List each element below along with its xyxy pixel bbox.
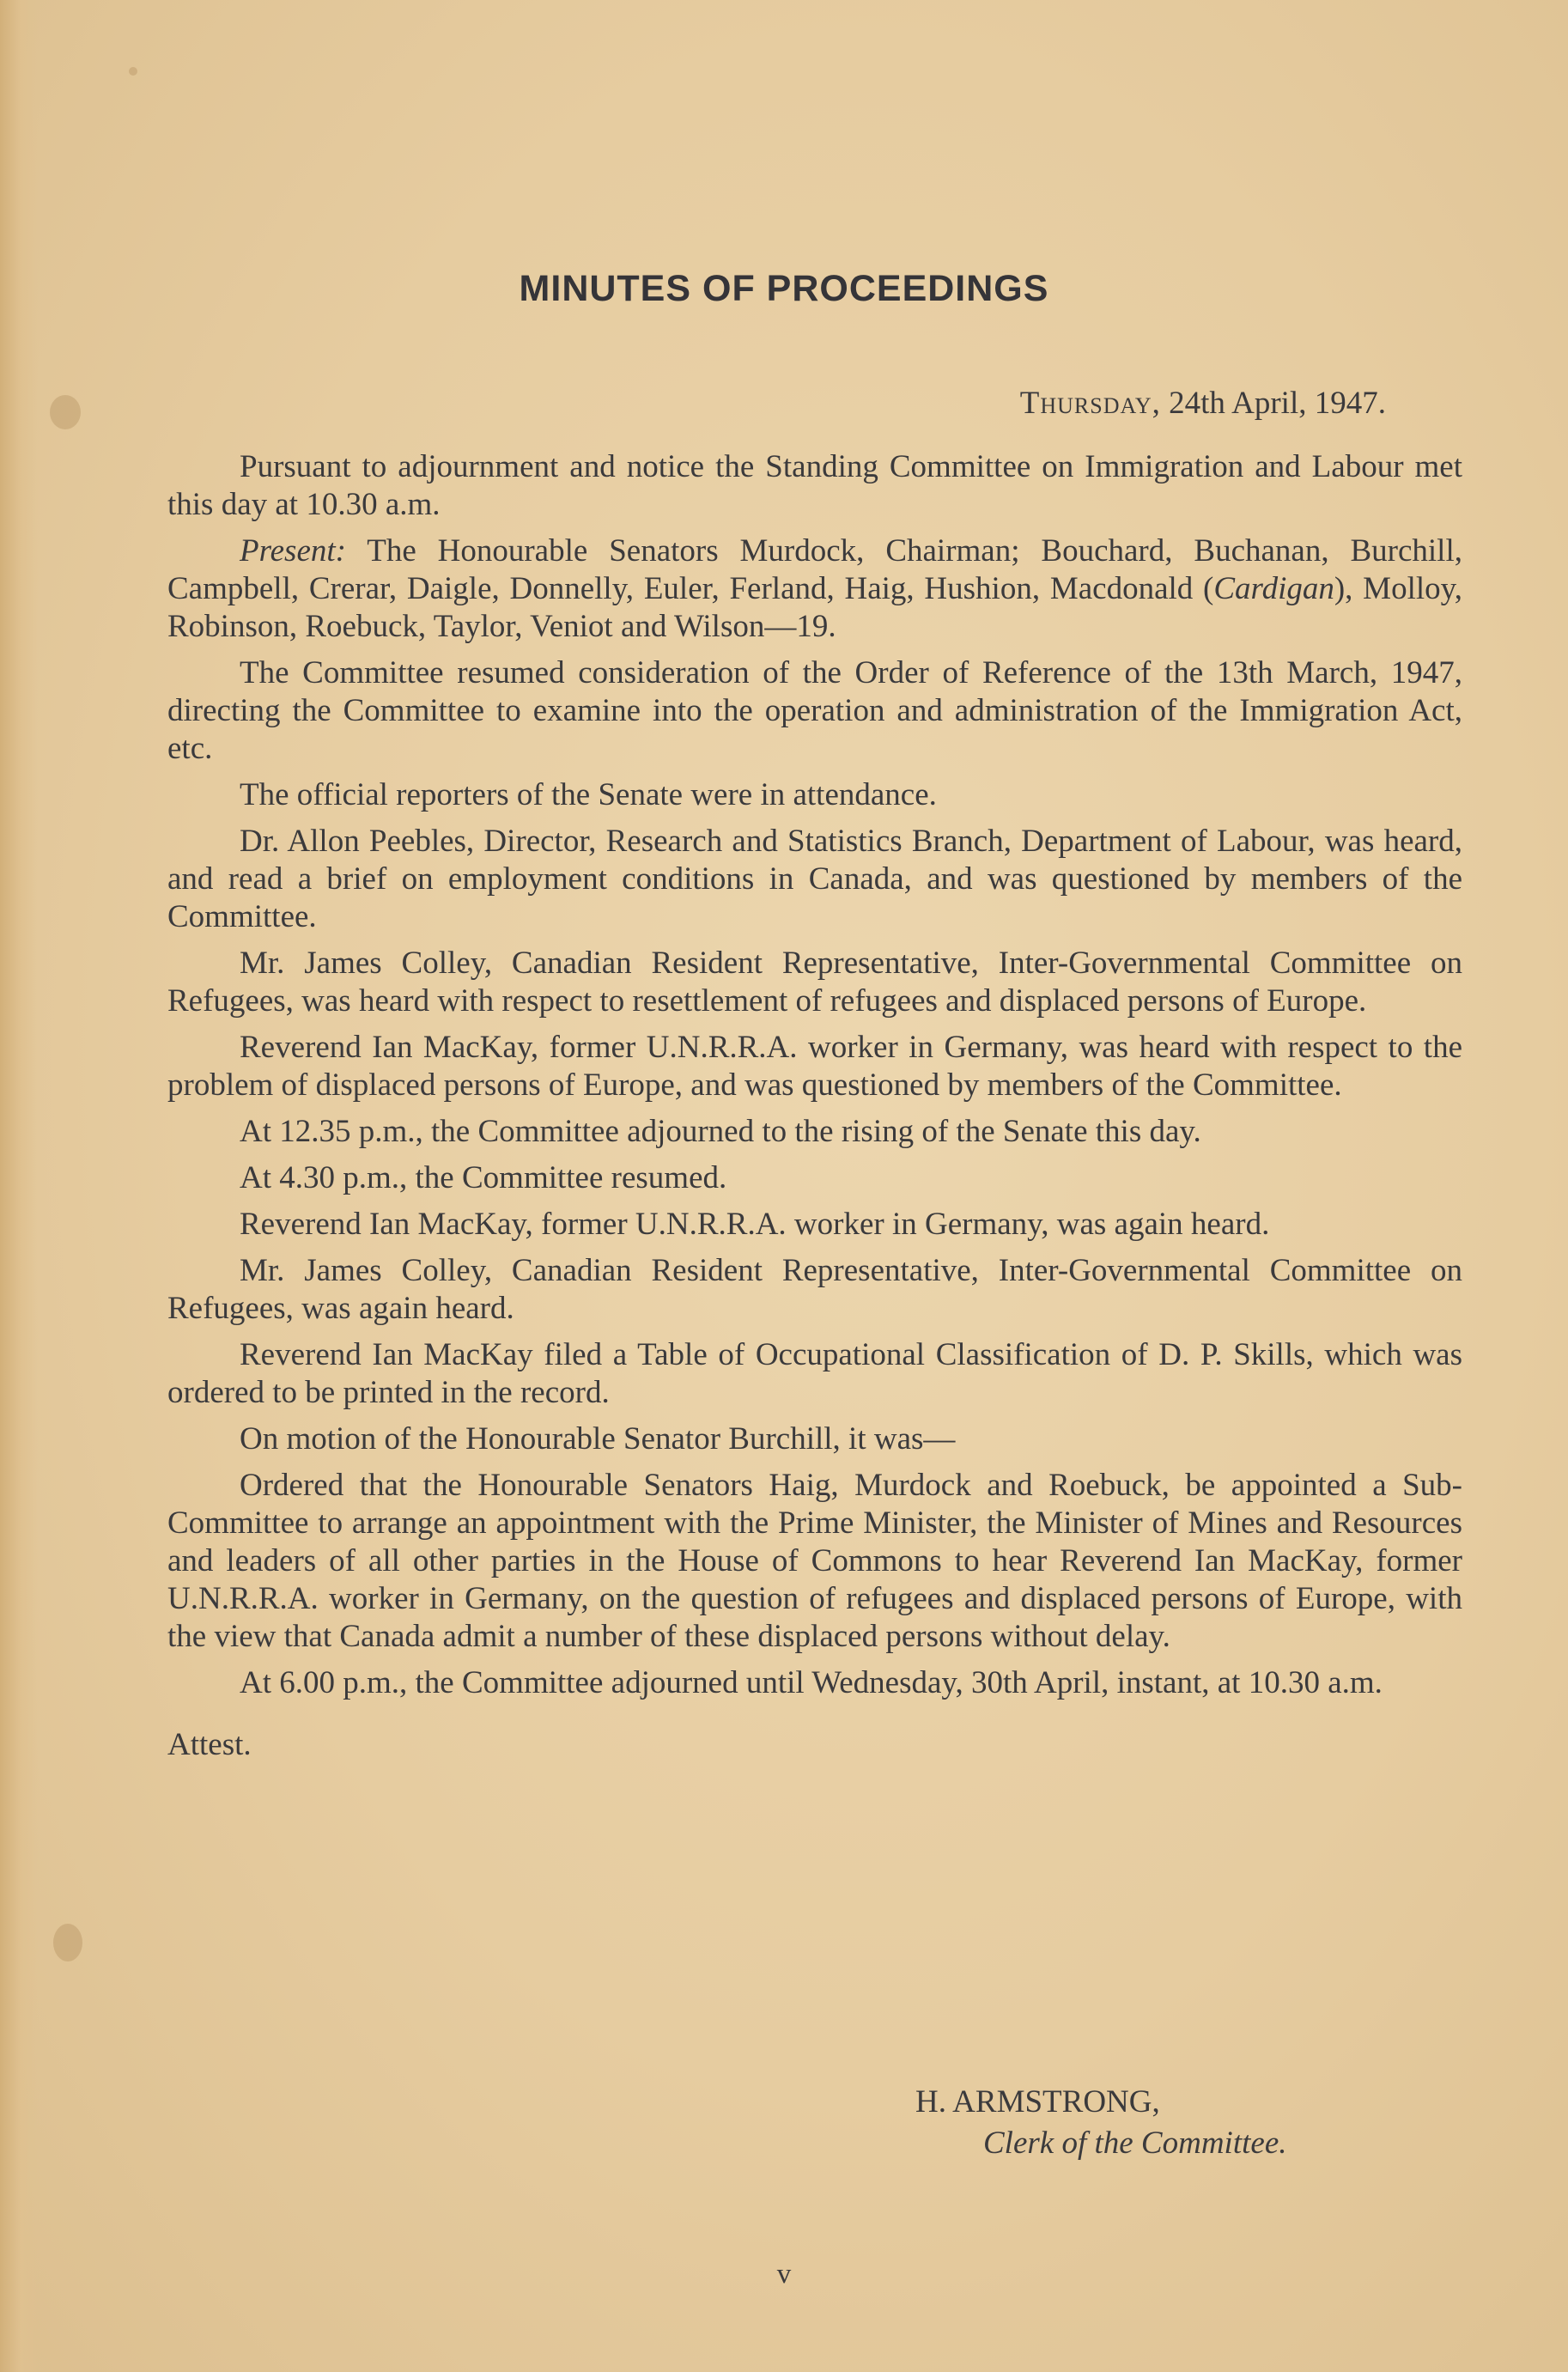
paragraph-order-of-reference: The Committee resumed consideration of the Order of Reference of the 13th March, 1947, directing the Committee to examine into the operation and administration of the Immigration Act, etc. [167,655,1462,766]
paragraph-reporters: The official reporters of the Senate were in attendance. [240,777,937,812]
paragraph-mackay: Reverend Ian MacKay, former U.N.R.R.A. worker in Germany, was heard with respect to the problem of displaced persons of Europe, and was questioned by members of the Committee. [167,1030,1462,1103]
meeting-weekday: Thursday, [1019,386,1161,421]
present-label: Present: [240,533,346,569]
paragraph-table-filed: Reverend Ian MacKay filed a Table of Occupational Classification of D. P. Skills, which was ordered to be printed in the record. [167,1337,1462,1410]
paragraph-resumed-430: At 4.30 p.m., the Committee resumed. [240,1160,727,1195]
present-text-before: The Honourable Senators Murdock, Chairman; Bouchard, Buchanan, Burchill, Campbell, Crerar, Daigle, Donnelly, Euler, Ferland, Haig, Hushion, Macdonald ( [167,533,1462,606]
minutes-body [167,448,1462,1773]
paragraph-ordered: Ordered that the Honourable Senators Haig, Murdock and Roebuck, be appointed a Sub-Committee to arrange an appointment with the Prime Minister, the Minister of Mines and Resources and leaders of all other parties in the House of Commons to hear Reverend Ian MacKay, former U.N.R.R.A. worker in Germany, on the question of refugees and displaced persons of Europe, with the view that Canada admit a number of these displaced persons without delay. [167,1468,1462,1654]
paragraph-motion: On motion of the Honourable Senator Burchill, it was— [240,1421,956,1457]
paragraph-colley: Mr. James Colley, Canadian Resident Representative, Inter-Governmental Committee on Refugees, was heard with respect to resettlement of refugees and displaced persons of Europe. [167,946,1462,1019]
paragraph-mackay-again: Reverend Ian MacKay, former U.N.R.R.A. worker in Germany, was again heard. [240,1207,1270,1242]
page-binding-edge [0,0,38,2372]
meeting-date [1020,385,1386,422]
page-number: v [776,2259,792,2290]
paper-stain [129,67,137,76]
meeting-date-rest: 24th April, 1947. [1160,386,1386,421]
present-text-after: ), Molloy, Robinson, Roebuck, Taylor, Veniot and Wilson—19. [167,571,1462,644]
paragraph-adjourned-1235: At 12.35 p.m., the Committee adjourned to the rising of the Senate this day. [240,1114,1201,1149]
paper-stain [50,395,81,429]
signature-role: Clerk of the Committee. [983,2126,1287,2161]
paper-stain [53,1924,82,1961]
signature-block [915,2082,1287,2164]
page-title: MINUTES OF PROCEEDINGS [519,268,1049,309]
paragraph-peebles: Dr. Allon Peebles, Director, Research and Statistics Branch, Department of Labour, was heard, and read a brief on employment conditions in Canada, and was questioned by members of the Committee. [167,824,1462,934]
paragraph-colley-again: Mr. James Colley, Canadian Resident Representative, Inter-Governmental Committee on Refugees, was again heard. [167,1253,1462,1326]
paragraph-adjourned-600: At 6.00 p.m., the Committee adjourned until Wednesday, 30th April, instant, at 10.30 a.m. [240,1665,1383,1700]
paragraph-present [167,532,1462,646]
attest-label: Attest. [167,1727,252,1762]
present-cardigan: Cardigan [1213,571,1334,606]
paragraph-adjournment: Pursuant to adjournment and notice the Standing Committee on Immigration and Labour met this day at 10.30 a.m. [167,449,1462,522]
signature-name: H. ARMSTRONG, [915,2084,1160,2120]
